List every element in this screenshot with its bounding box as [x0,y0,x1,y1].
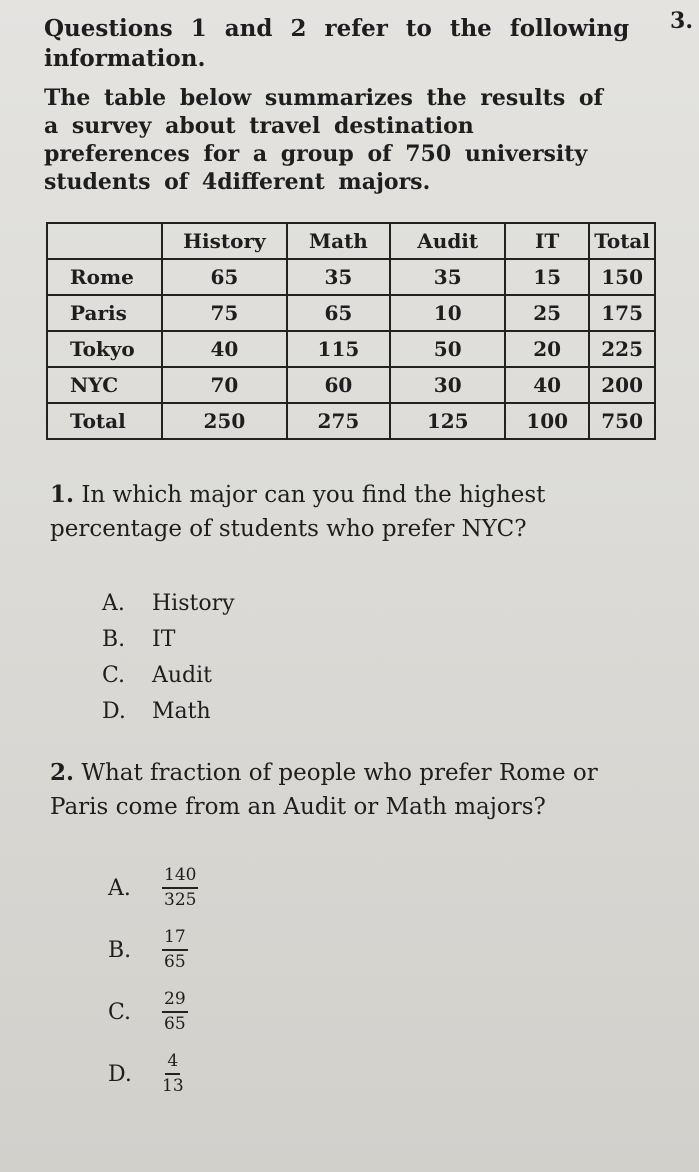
fraction-denominator: 13 [162,1076,184,1096]
option-letter: C. [102,662,126,688]
table-cell: 175 [589,295,655,331]
table-cell: 40 [162,331,286,367]
table-header-cell: Total [589,223,655,259]
table-cell: 10 [390,295,505,331]
table-cell: 65 [162,259,286,295]
table-cell: 25 [505,295,589,331]
question-text: What fraction of people who prefer Rome or Paris come from an Audit or Math majors? [50,760,598,820]
question-1-options [102,585,235,729]
table-cell: 75 [162,295,286,331]
option-text: History [152,590,235,616]
table-total-row [47,403,655,439]
answer-option[interactable] [102,585,235,621]
option-text: Math [152,698,211,724]
fraction-numerator: 140 [162,866,198,889]
row-label: Rome [47,259,162,295]
answer-option[interactable] [108,1052,184,1096]
fraction [162,866,198,910]
table-cell: 30 [390,367,505,403]
question-number: 2. [50,759,75,786]
fraction [162,1052,184,1096]
table-cell: 40 [505,367,589,403]
fraction [162,990,188,1034]
fraction [162,928,188,972]
table-cell: 225 [589,331,655,367]
answer-option[interactable] [108,928,188,972]
table-cell: 50 [390,331,505,367]
table-cell: 100 [505,403,589,439]
fraction-denominator: 325 [164,890,197,910]
fraction-denominator: 65 [164,952,186,972]
table-cell: 125 [390,403,505,439]
table-header-cell: IT [505,223,589,259]
option-text: Audit [152,662,213,688]
table-row [47,331,655,367]
table-row [47,259,655,295]
option-letter: C. [108,999,132,1025]
table-cell: 35 [390,259,505,295]
option-letter: A. [102,590,125,616]
fraction-numerator: 17 [162,928,188,951]
option-letter: B. [102,626,126,652]
table-header-cell: Audit [390,223,505,259]
option-text: IT [152,626,176,652]
row-label: Tokyo [47,331,162,367]
answer-option[interactable] [102,693,235,729]
table-cell: 115 [287,331,391,367]
table-header-cell [47,223,162,259]
fraction-denominator: 65 [164,1014,186,1034]
table-cell: 35 [287,259,391,295]
answer-option[interactable] [102,657,235,693]
table-cell: 200 [589,367,655,403]
fraction-numerator: 4 [165,1052,180,1075]
table-cell: 250 [162,403,286,439]
answer-option[interactable] [102,621,235,657]
answer-option[interactable] [108,990,188,1034]
table-row [47,295,655,331]
table-header-row [47,223,655,259]
table-cell: 20 [505,331,589,367]
table-row [47,367,655,403]
intro-title: Questions 1 and 2 refer to the following information. [44,15,630,72]
answer-option[interactable] [108,866,198,910]
option-letter: D. [102,698,126,724]
table-cell: 750 [589,403,655,439]
table-header-cell: Math [287,223,391,259]
fraction-numerator: 29 [162,990,188,1013]
table-cell: 70 [162,367,286,403]
question-2 [50,756,650,824]
table-cell: 150 [589,259,655,295]
option-letter: A. [108,875,131,901]
option-letter: B. [108,937,132,963]
table-header-cell: History [162,223,286,259]
survey-table [46,222,656,440]
table-cell: 15 [505,259,589,295]
intro-text: The table below summarizes the results of a survey about travel destination preferences for a group of 750 university students of 4different majors. [44,85,604,195]
row-label: NYC [47,367,162,403]
row-label: Paris [47,295,162,331]
row-label: Total [47,403,162,439]
table-cell: 65 [287,295,391,331]
table-cell: 60 [287,367,391,403]
table-cell: 275 [287,403,391,439]
question-text: In which major can you find the highest percentage of students who prefer NYC? [50,482,546,542]
option-letter: D. [108,1061,132,1087]
question-number: 1. [50,481,75,508]
question-1 [50,478,650,546]
page-number: 3. [670,8,693,34]
